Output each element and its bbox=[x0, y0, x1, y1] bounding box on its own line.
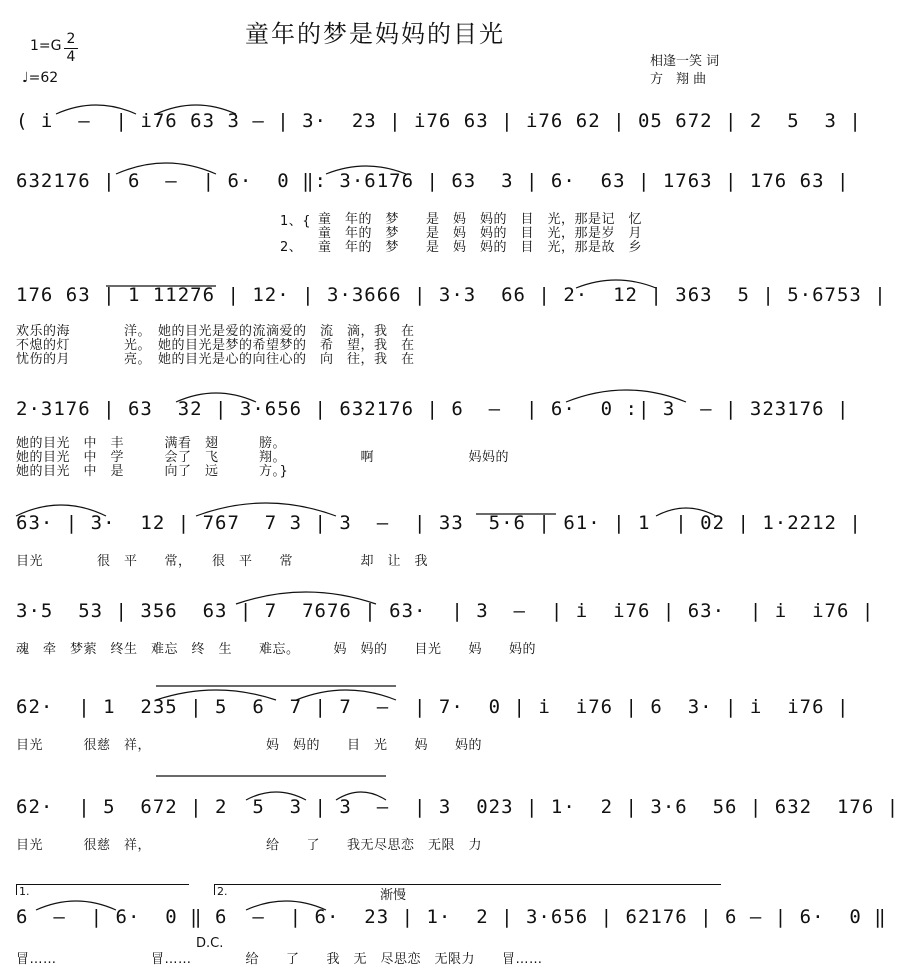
lyric-line: 忧伤的月 亮。 她的目光是心的向往心的 向 往，我 在 bbox=[16, 352, 415, 367]
key-signature: 1=G bbox=[30, 38, 62, 54]
staff-notes: 2·3176 | 63 32 | 3·656 | 632176 | 6 – | 6· 0 :| 3 – | 323176 | bbox=[16, 398, 850, 420]
lyric-line: 冒…… 冒…… 给 了 我 无 尽思恋 无限力 冒…… bbox=[16, 952, 543, 967]
lyric-line: 她的目光 中 学 会了 飞 翔。 啊 妈妈的 bbox=[16, 450, 510, 465]
lyric-line: 她的目光 中 是 向了 远 方。} bbox=[16, 464, 289, 479]
second-ending-bracket: 2. bbox=[214, 884, 721, 895]
staff-notes: 62· | 5 672 | 2 5 3 | 3 – | 3 023 | 1· 2 | 3·6 56 | 632 176 | bbox=[16, 796, 899, 818]
staff-notes: 6 – | 6· 0 ‖ 6 – | 6· 23 | 1· 2 | 3·656 | 62176 | 6 – | 6· 0 ‖ bbox=[16, 906, 887, 928]
lyric-line: 目光 很慈 祥， 妈 妈的 目 光 妈 妈的 bbox=[16, 738, 483, 753]
staff-line-8 bbox=[16, 796, 899, 822]
staff-line-7 bbox=[16, 696, 850, 722]
lyric-line: 童 年的 梦 是 妈 妈的 目 光，那是岁 月 bbox=[318, 226, 643, 241]
slur-marks bbox=[16, 170, 728, 200]
lyric-line: 她的目光 中 丰 满看 翅 膀。 bbox=[16, 436, 287, 451]
lyric-line: 童 年的 梦 是 妈 妈的 目 光，那是记 忆 bbox=[318, 212, 643, 227]
lyric-line: 童 年的 梦 是 妈 妈的 目 光，那是故 乡 bbox=[318, 240, 643, 255]
staff-notes: 62· | 1 235 | 5 6 7 | 7 – | 7· 0 | i i76 | 6 3· | i i76 | bbox=[16, 696, 850, 718]
lyric-line: 不熄的灯 光。 她的目光是梦的希望梦的 希 望，我 在 bbox=[16, 338, 415, 353]
lyric-line: 欢乐的海 洋。 她的目光是爱的流滴爱的 流 滴，我 在 bbox=[16, 324, 415, 339]
slur-marks bbox=[16, 600, 728, 630]
staff-line-6 bbox=[16, 600, 875, 626]
staff-notes: 63· | 3· 12 | 767 7 3 | 3 – | 33 5·6 | 61· | 1 | 02 | 1·2212 | bbox=[16, 512, 862, 534]
staff-notes: 3·5 53 | 356 63 | 7 7676 | 63· | 3 – | i i76 | 63· | i i76 | bbox=[16, 600, 875, 622]
lyricist-credit: 相逢一笑 词 bbox=[650, 54, 720, 69]
staff-line-5 bbox=[16, 512, 862, 538]
time-signature-bottom: 4 bbox=[66, 49, 76, 65]
song-title: 童年的梦是妈妈的目光 bbox=[245, 20, 505, 48]
lyric-line: 目光 很慈 祥， 给 了 我无尽思恋 无限 力 bbox=[16, 838, 483, 853]
lyric-line: 目光 很 平 常， 很 平 常 却 让 我 bbox=[16, 554, 429, 569]
verse-label-1: 1、{ bbox=[280, 214, 312, 229]
staff-notes: ( i – | i76 63 3 – | 3· 23 | i76 63 | i76 62 | 05 672 | 2 5 3 | bbox=[16, 110, 862, 132]
slur-marks bbox=[16, 696, 728, 726]
staff-line-1 bbox=[16, 110, 862, 136]
slur-marks bbox=[16, 906, 728, 936]
time-signature-top: 2 bbox=[66, 31, 76, 47]
lyric-line: 魂 牵 梦萦 终生 难忘 终 生 难忘。 妈 妈的 目光 妈 妈的 bbox=[16, 642, 537, 657]
first-ending-bracket: 1. bbox=[16, 884, 189, 895]
slur-marks bbox=[16, 796, 728, 826]
staff-line-4 bbox=[16, 398, 850, 424]
slur-marks bbox=[16, 110, 728, 140]
slur-marks bbox=[16, 284, 728, 314]
tempo-marking: ♩=62 bbox=[22, 70, 59, 86]
slur-marks bbox=[16, 398, 728, 428]
slur-marks bbox=[16, 512, 728, 542]
staff-line-9 bbox=[16, 906, 887, 932]
verse-label-2: 2、 bbox=[280, 240, 303, 255]
staff-notes: 632176 | 6 – | 6· 0 ‖: 3·6176 | 63 3 | 6· 63 | 1763 | 176 63 | bbox=[16, 170, 850, 192]
staff-notes: 176 63 | 1 11276 | 12· | 3·3666 | 3·3 66 | 2· 12 | 363 5 | 5·6753 | bbox=[16, 284, 887, 306]
ritardando-marking: 渐慢 bbox=[380, 888, 407, 903]
da-capo-marking: D.C. bbox=[196, 936, 224, 951]
composer-credit: 方 翔 曲 bbox=[650, 72, 707, 87]
time-signature bbox=[64, 32, 78, 65]
staff-line-2 bbox=[16, 170, 850, 196]
staff-line-3 bbox=[16, 284, 887, 310]
